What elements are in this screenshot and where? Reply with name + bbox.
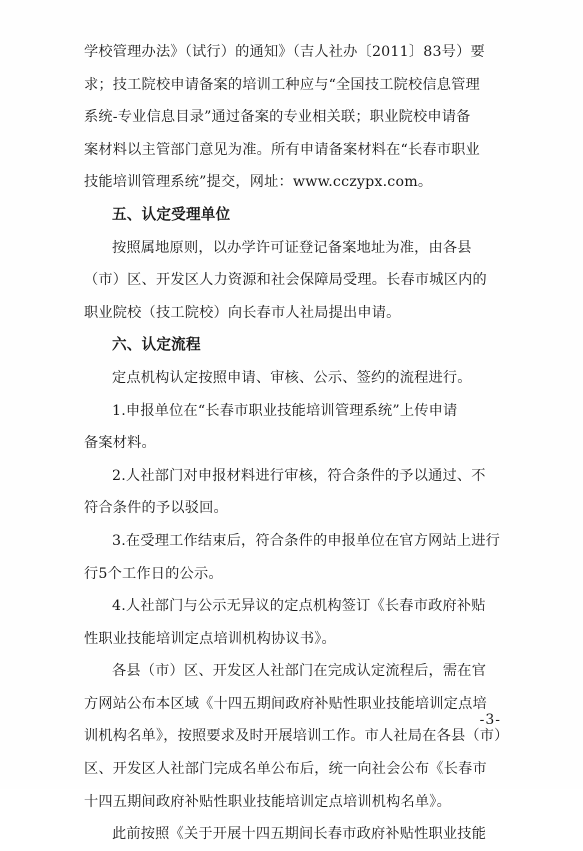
page-number: -3- xyxy=(479,712,501,728)
body-line: 1.申报单位在“长春市职业技能培训管理系统”上传申请 xyxy=(112,402,458,419)
body-line: 定点机构认定按照申请、审核、公示、签约的流程进行。 xyxy=(112,369,472,386)
body-line: 4.人社部门与公示无异议的定点机构签订《长春市政府补贴 xyxy=(112,598,486,615)
body-line: 职业院校（技工院校）向长春市人社局提出申请。 xyxy=(84,304,401,321)
body-line: 区、开发区人社部门完成名单公布后，统一向社会公布《长春市 xyxy=(84,761,487,778)
section-heading-6: 六、认定流程 xyxy=(112,336,201,354)
body-line: 各县（市）区、开发区人社部门在完成认定流程后，需在官 xyxy=(112,663,487,680)
body-line: 训机构名单》，按照要求及时开展培训工作。市人社局在各县（市） xyxy=(84,728,509,745)
body-line: 此前按照《关于开展十四五期间长春市政府补贴性职业技能 xyxy=(112,826,487,843)
body-line: 2.人社部门对申报材料进行审核，符合条件的予以通过、不 xyxy=(112,467,486,484)
body-line: 3.在受理工作结束后，符合条件的申报单位在官方网站上进行 xyxy=(112,532,501,549)
body-line: 技能培训管理系统”提交，网址：www.cczypx.com。 xyxy=(84,174,433,191)
body-line: 方网站公布本区域《十四五期间政府补贴性职业技能培训定点培 xyxy=(84,695,487,712)
body-line: 系统-专业信息目录”通过备案的专业相关联；职业院校申请备 xyxy=(84,109,471,126)
body-line: （市）区、开发区人力资源和社会保障局受理。长春市城区内的 xyxy=(84,272,487,289)
body-line: 性职业技能培训定点培训机构协议书》。 xyxy=(84,630,336,647)
body-line: 求；技工院校申请备案的培训工种应与“全国技工院校信息管理 xyxy=(84,76,480,93)
body-line: 备案材料。 xyxy=(84,435,156,452)
body-line: 十四五期间政府补贴性职业技能培训定点培训机构名单》。 xyxy=(84,793,451,810)
body-line: 符合条件的予以驳回。 xyxy=(84,500,228,517)
body-line: 按照属地原则，以办学许可证登记备案地址为准，由各县 xyxy=(112,239,472,256)
document-body xyxy=(84,36,519,851)
section-heading-5: 五、认定受理单位 xyxy=(112,205,231,223)
body-line: 学校管理办法》（试行）的通知》（吉人社办〔2011〕83号）要 xyxy=(84,44,485,60)
body-line: 行5个工作日的公示。 xyxy=(84,565,223,582)
body-line: 案材料以主管部门意见为准。所有申请备案材料在“长春市职业 xyxy=(84,141,480,158)
